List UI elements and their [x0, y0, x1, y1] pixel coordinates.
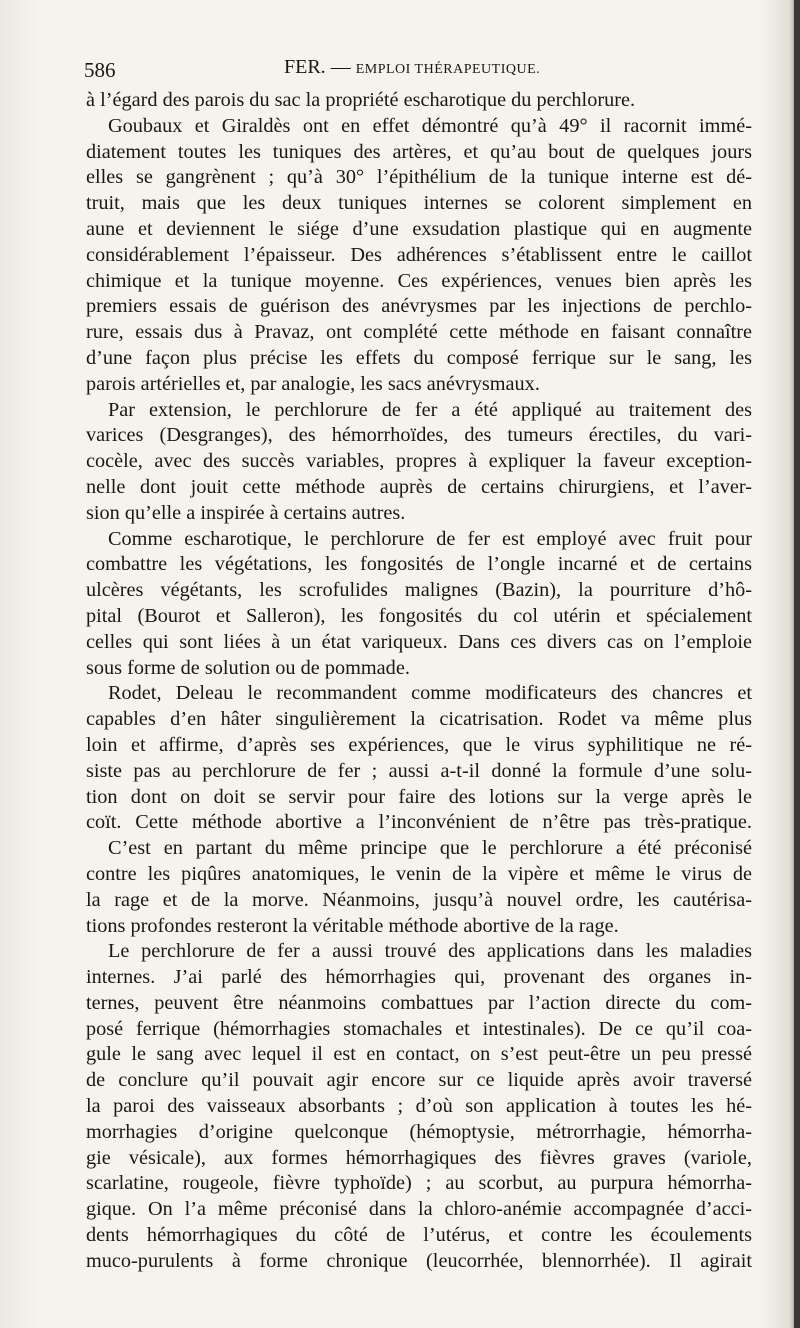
text-line: internes. J’ai parlé des hémorrhagies qui, provenant des organes in- [86, 966, 752, 989]
text-line: tions profondes resteront la véritable méthode abortive de la rage. [86, 914, 619, 937]
text-line: diatement toutes les tuniques des artères, et qu’au bout de quelques jours [86, 140, 752, 163]
text-line: celles qui sont liées à un état variqueux. Dans ces divers cas on l’emploie [86, 630, 752, 653]
text-line: Par extension, le perchlorure de fer a été appliqué au traitement des [108, 398, 752, 421]
text-line: Comme escharotique, le perchlorure de fer est employé avec fruit pour [108, 527, 752, 550]
running-head-title: FER. [284, 56, 326, 78]
body-text [86, 88, 752, 1275]
text-line: rure, essais dus à Pravaz, ont complété cette méthode en faisant connaître [86, 321, 752, 344]
text-line: tion dont on doit se servir pour faire des lotions sur la verge après le [86, 785, 752, 808]
text-line: capables d’en hâter singulièrement la cicatrisation. Rodet va même plus [86, 708, 752, 731]
text-line: elles se gangrènent ; qu’à 30° l’épithélium de la tunique interne est dé- [86, 166, 752, 189]
page-edge-shadow [794, 0, 800, 1328]
text-line: gie vésicale), aux formes hémorrhagiques des fièvres graves (variole, [86, 1146, 752, 1169]
running-head-dash: — [330, 56, 351, 78]
running-head-subtitle: EMPLOI THÉRAPEUTIQUE. [355, 62, 541, 77]
text-line: sous forme de solution ou de pommade. [86, 656, 410, 679]
text-line: muco-purulents à forme chronique (leucorrhée, blennorrhée). Il agirait [86, 1249, 752, 1272]
text-line: scarlatine, rougeole, fièvre typhoïde) ; au scorbut, au purpura hémorrha- [86, 1172, 752, 1195]
text-line: dents hémorrhagiques du côté de l’utérus, et contre les écoulements [86, 1224, 752, 1247]
text-line: Rodet, Deleau le recommandent comme modificateurs des chancres et [108, 682, 752, 705]
text-line: posé ferrique (hémorrhagies stomachales et intestinales). De ce qu’il coa- [86, 1017, 752, 1040]
text-line: à l’égard des parois du sac la propriété escharotique du perchlorure. [86, 89, 636, 111]
text-line: gule le sang avec lequel il est en contact, on s’est peut-être un peu pressé [86, 1043, 752, 1066]
text-line: contre les piqûres anatomiques, le venin de la vipère et même le virus de [86, 862, 752, 885]
text-line: pital (Bourot et Salleron), les fongosités du col utérin et spécialement [86, 604, 752, 627]
text-line: truit, mais que les deux tuniques internes se colorent simplement en [86, 192, 752, 215]
text-line: C’est en partant du même principe que le perchlorure a été préconisé [108, 837, 752, 860]
text-line: aune et deviennent le siége d’une exsudation plastique qui en augmente [86, 217, 752, 240]
text-line: Le perchlorure de fer a aussi trouvé des applications dans les maladies [108, 940, 752, 963]
text-line: parois artérielles et, par analogie, les sacs anévrysmaux. [86, 372, 540, 395]
page-header [84, 52, 744, 82]
text-line: de conclure qu’il pouvait agir encore sur ce liquide après avoir traversé [86, 1069, 752, 1092]
text-line: la paroi des vaisseaux absorbants ; d’où son application à toutes les hé- [86, 1095, 752, 1118]
running-head [284, 56, 540, 79]
text-line: siste pas au perchlorure de fer ; aussi a-t-il donné la formule d’une solu- [86, 759, 752, 782]
text-line: considérablement l’épaisseur. Des adhérences s’établissent entre le caillot [86, 243, 752, 266]
text-line: la rage et de la morve. Néanmoins, jusqu’à nouvel ordre, les cautérisa- [86, 888, 752, 911]
text-line: premiers essais de guérison des anévrysmes par les injections de perchlo- [86, 295, 752, 318]
text-line: coït. Cette méthode abortive a l’inconvénient de n’être pas très-pratique. [86, 811, 752, 834]
text-line: nelle dont jouit cette méthode auprès de certains chirurgiens, et l’aver- [86, 475, 752, 498]
text-line: sion qu’elle a inspirée à certains autres. [86, 501, 406, 524]
text-line: ternes, peuvent être néanmoins combattues par l’action directe du com- [86, 991, 752, 1014]
text-line: gique. On l’a même préconisé dans la chloro-anémie accompagnée d’acci- [86, 1198, 752, 1221]
text-line: d’une façon plus précise les effets du composé ferrique sur le sang, les [86, 346, 752, 369]
text-line: chimique et la tunique moyenne. Ces expériences, venues bien après les [86, 269, 752, 292]
text-line: cocèle, avec des succès variables, propres à expliquer la faveur exception- [86, 450, 752, 473]
text-line: combattre les végétations, les fongosités de l’ongle incarné et de certains [86, 553, 752, 576]
page-number: 586 [84, 58, 116, 82]
text-line: varices (Desgranges), des hémorrhoïdes, des tumeurs érectiles, du vari- [86, 424, 752, 447]
text-line: ulcères végétants, les scrofulides malignes (Bazin), la pourriture d’hô- [86, 579, 752, 602]
text-line: Goubaux et Giraldès ont en effet démontré qu’à 49° il racornit immé- [108, 114, 752, 137]
text-line: loin et affirme, d’après ses expériences, que le virus syphilitique ne ré- [86, 733, 752, 756]
text-line: morrhagies d’origine quelconque (hémoptysie, métrorrhagie, hémorrha- [86, 1120, 752, 1143]
